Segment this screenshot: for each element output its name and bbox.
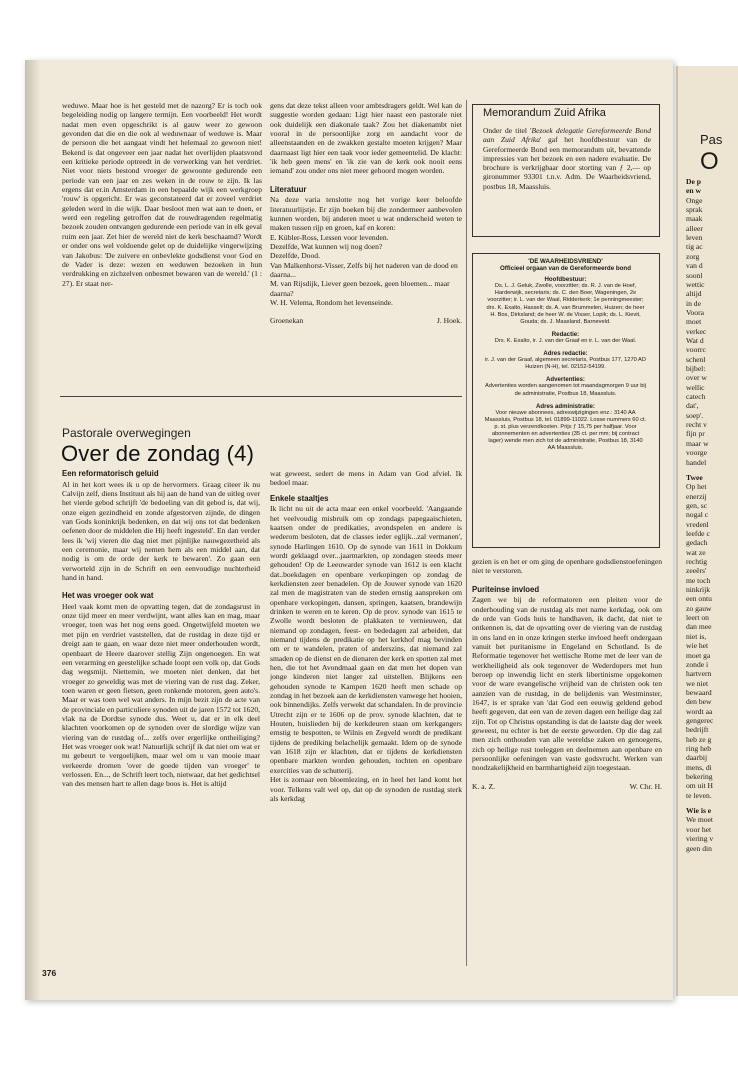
page-number: 376 xyxy=(42,968,57,978)
next-page-line: ninkrijk xyxy=(686,585,711,595)
masthead-text: ir. J. van der Graaf, algemeen secretaris, Postbus 177, 1270 AD Huizen (N-H), tel. 02152-54199. xyxy=(485,357,646,371)
next-page-line: nogal c xyxy=(686,510,709,520)
next-page-line: leven xyxy=(686,233,703,243)
masthead-text: Advertenties worden aangenomen tot maandagmorgen 9 uur bij de administratie, Postbus 18, Maassluis. xyxy=(485,383,646,397)
next-page-line: verkec xyxy=(686,326,707,336)
next-page-line: sprak xyxy=(686,205,703,215)
section-text: gezien is en het er om ging de openbare godsdienstoefeningen niet te verstoren. xyxy=(472,557,662,576)
next-page-fragment xyxy=(676,66,738,996)
next-page-line: schenl xyxy=(686,354,706,364)
next-page-line: Voora xyxy=(686,307,704,317)
next-page-line: we niet xyxy=(686,678,709,688)
next-page-line: soonl xyxy=(686,270,703,280)
section-text: Heel vaak komt men de opvatting tegen, dat de zondagsrust in onze tijd meer en meer verdwijnt, want alles kan en mag, maar vroeger, toen was het nog eens goed. Ongetwijfeld moeten we met pijn en verdriet vaststellen, dat de rustdag in deze tijd er dreigt aan te gaan, en waar deze niet meer onderhouden wordt, openbaart de Heere daarover stellig Zijn ongenoegen. En wat een verarming en geestelijke schade loopt een volk op, dat Gods dag wegsmijt. Niettemin, we moeten niet denken, dat het vroeger zo geweldig was met de viering van de rust dag. Zeker, toen waren er geen fietsen, geen ronkende motoren, geen auto's. Maar er was toen wel wat anders. In mijn bezit zijn de acte van de provinciale en particuliere synoden uit de jaren 1572 tot 1620, vlak na de Dordtse synode dus. Weet u, dat er in elk deel klachten voorkomen op de synoden over de slordige wijze van viering van de rustdag of... zelfs over ergerlijke ontheiliging? Het was vroeger ook wat! Natuurlijk schrijf ik dat niet om wat er nu gebeurt te vergoelijken, maar wel om u van mooie maar verkeerde dromen 'over de goede tijden van vroeger' te verlossen. En..., de Schrift leert toch, nietwaar, dat het gedichtsel van des mensen hart te allen dage boos is. Het is altijd xyxy=(62,601,261,789)
literatuur-list xyxy=(270,233,462,308)
next-page-line: voorrc xyxy=(686,345,706,355)
next-page-line: rechtig xyxy=(686,557,708,566)
next-page-line: Twee xyxy=(686,472,703,482)
section-divider xyxy=(60,396,462,397)
next-page-line: en w xyxy=(686,186,701,196)
next-page-line: me toch xyxy=(686,575,711,585)
next-page-line: zeeërs' xyxy=(686,566,707,576)
masthead-heading: Redactie: xyxy=(551,330,580,338)
main-article-column-3 xyxy=(472,557,662,791)
next-page-line: maak xyxy=(686,214,703,224)
signature-initials: K. a. Z. xyxy=(472,781,495,791)
literatuur-intro: Na deze varia tenslotte nog het vorige keer beloofde literatuurlijstje. Er zijn boeken bij die zondermeer aanbevolen kunnen worden, bij anderen moet u wat onderscheid weten te maken tussen rijp en groen, kaf en koren: xyxy=(270,195,462,233)
section-text: Zagen we bij de reformatoren een pleiten voor de onderhouding van de rustdag als met name kerkdag, ook om de orde van Gods huis te handhaven, ik dacht, dat niet te ontkennen is, dat de opvatting over de viering van de rustdag in ons land en in onze kringen sterke invloed heeft ondergaan vanuit het puritanisme in Engeland en Schotland. Is de Reformatie tegenover het wettische Rome met de leer van de werkheiligheid als ook tegenover de Wederdopers met hun beroep op inwendig licht en sterk libertinisme opgekomen voor de ware evangelische vrijheid van de christen ook ten aanzien van de rustdag, in de belijdenis van Westminster, 1647, is er sprake van 'dat God een eeuwig geldend gebod heeft gegeven, dat een van de zeven dagen een heilige dag zal zijn. Tot op Christus opstanding is dat de laatste dag der week geweest, nu echter is het de eerste geworden. Op die dag zal men zich onthouden van alle wereldse zaken en genoegens, zich op heilige rust toeleggen en deelnemen aan openbare en persoonlijke oefeningen van vaste godsvrucht. Werken van noodzakelijkheid en barmhartigheid zijn toegestaan. xyxy=(472,595,662,773)
next-page-line: Onge xyxy=(686,195,703,205)
top-article-column-1 xyxy=(62,101,262,288)
next-page-line: mens, di xyxy=(686,762,712,772)
next-page-line: daarbij xyxy=(686,753,708,763)
literatuur-item: E. Kübler-Ross, Lessen voor levenden. xyxy=(270,232,389,242)
literatuur-item: Dezelfde, Dood. xyxy=(270,251,320,261)
next-page-line: zorg xyxy=(686,251,700,261)
next-page-line: Wie is e xyxy=(686,806,712,816)
next-page-headline: O xyxy=(700,148,719,175)
next-page-line: ring heb xyxy=(686,744,712,753)
column-rule xyxy=(466,100,467,966)
next-page-line: van d xyxy=(686,261,703,271)
masthead-heading: Hoofdbestuur: xyxy=(544,276,587,284)
next-page-line: in de xyxy=(686,298,701,308)
top-article-text-1: weduwe. Maar hoe is het gesteld met de nazorg? Er is toch ook begeleiding nodig op langere termijn. Een voorbeeld! Het wordt nadat men even opgeschrikt is al gauw weer zo gewoon gevonden dat die en die ook al weduwnaar of weduwe is. Maar de persoon die het aangaat vindt het helemaal zo gewoon niet! Bekend is dat ongeveer een jaar nadat het overlijden plaatsvond een kritieke periode optreedt in de verwerking van het verdriet. Niet voor niets bestond vroeger de gewoonte gedurende een periode van een jaar en zes weken in de rouw te zijn. Ik las ergens dat er.in Amsterdam in een bepaalde wijk een werkgroep 'rouw' is opgericht. Er was geconstateerd dat er zoveel verdriet geleden werd in die wijk. Daar besloot men wat aan te doen, er werd een regeling getroffen dat de rouwdragenden regelmatig bezoek zouden ontvangen gedurende een periode van in elk geval ruim een jaar. Zet hier de wereld niet de kerk beschaamd? Wordt er onder ons wel voldoende gelet op de duidelijke vingerwijzing van Jakobus: 'De zuivere en onbevlekte godsdienst voor God en de Vader is deze: wezen en weduwen bezoeken in hun verdrukking en zichzelven onbesmet bewaren van de wereld.' (1 : 27). Er staat ner- xyxy=(62,101,262,288)
next-page-line: dan mee xyxy=(686,622,712,632)
masthead-heading: Advertenties: xyxy=(546,376,585,384)
article-kicker: Pastorale overwegingen xyxy=(62,426,191,440)
main-article-signature xyxy=(472,782,662,791)
memorandum-brochure-title: Bezoek delegatie Gereformeerde Bond aan Zuid Afrika xyxy=(483,126,651,145)
literatuur-heading: Literatuur xyxy=(270,184,307,194)
next-page-line: soep'. xyxy=(686,410,704,420)
next-page-line: leefde c xyxy=(686,528,710,538)
section-heading: Enkele staaltjes xyxy=(270,493,329,503)
next-page-line: recht v xyxy=(686,420,707,430)
signature-author: J. Hoek. xyxy=(436,316,462,326)
section-heading: Puriteinse invloed xyxy=(472,584,540,594)
section-text: Het is zomaar een bloemlezing, en in heel het land komt het voor. Telkens valt wel op, dat op de synoden de rustdag sterk als kerkdag xyxy=(270,775,462,803)
next-page-line: heb ze g xyxy=(686,734,712,744)
main-article-column-1 xyxy=(62,469,260,789)
next-page-line: voorge xyxy=(686,448,707,458)
next-page-line: vredenl xyxy=(686,519,709,529)
next-page-line: tig ac xyxy=(686,242,703,252)
next-page-line: bekering xyxy=(686,772,713,782)
next-page-line: voor het xyxy=(686,824,712,834)
page-binding-shadow xyxy=(25,60,41,1000)
next-page-line: alleer xyxy=(686,223,703,233)
next-page-line: leert on xyxy=(686,613,709,623)
literatuur-item: Van Malkenhorst-Visser, Zelfs bij het naderen van de dood en daarna... xyxy=(270,260,458,279)
next-page-line: bedrijft xyxy=(686,725,709,735)
main-article-column-2 xyxy=(270,469,462,803)
next-page-line: viering v xyxy=(686,834,714,844)
section-heading: Een reformatorisch geluid xyxy=(62,469,159,478)
next-page-line: wat ze xyxy=(686,547,706,557)
literatuur-item: M. van Rijsdijk, Liever geen bezoek, geen bloemen... maar daarna? xyxy=(270,279,450,298)
masthead-text: Drs. K. Exalto, ir. J. van der Graaf en ir. L. van der Waal. xyxy=(494,337,637,344)
next-page-line: zo gauw xyxy=(686,603,712,613)
section-text: Ik licht nu uit de acta maar een enkel voorbeeld. 'Aangaande het veelvoudig misbruik om op zondags papegaaischieten, kaatsen onder de predikaties, avondspelen en andere is wederom besloten, dat de classes ieder eglijk...zal vermanen', synode Harlingen 1610. Op de synode van 1611 in Dokkum wordt geklaagd over...jaarmarkten, op zondagen steeds meer gehouden! Op de Leeuwarder synode van 1612 is een klacht dat..boekdagen en openbare verkopingen op zondag de kerkdiensten zeer benadelen. Op de Jouwer synode van 1620 zal men de magistraten van de steden ernstig aanspreken om openbare verkopingen, dansen, springen, kaatsen, brandewijn drinken te weren en te keren. Op de prov. synode van 1615 te Zwolle wordt besloten de plakkaten te vernieuwen, dat niemand op zondagen, feest- en bededagen zal arbeiden, dat niemand tijdens de predikatie op het kerkhof mag bevinden om er te wandelen, praten of anderszins, dat niemand zal smaden op de dienst en de dienaren der kerk en spotten zal met hen, die tot het Avondmaal gaan en dat men het dopen van jonge kinderen niet langer zal uitstellen. Blijkens een gehouden synode te Kampen 1620 heeft men schade op zondag in het bezoek aan de kerkdiensten vanwege het hooien, ook binnendijks. Zelfs verwekt dat schandalen. In de provincie Utrecht zijn er te 1606 op de prov. synode klachten, dat te Houten, huislieden bij de kerkdeuren staan om kerkgangers ernstig te bespotten, te Wilnis en Zegveld wordt de predikant tijdens de prediking belachelijk gemaakt. Idem op de synode van 1618 zijn er klachten, dat er tijdens de kerkdiensten openbare markten worden gehouden, tochten en openbare exercities van de schutterij. xyxy=(270,504,462,775)
memorandum-text-pre: Onder de titel ' xyxy=(483,126,532,135)
next-page-line: over w xyxy=(686,373,707,383)
next-page-line: fijn pr xyxy=(686,429,705,439)
next-page-line: wellic xyxy=(686,382,705,392)
memorandum-text xyxy=(483,126,651,191)
next-page-line: bewaard xyxy=(686,687,712,697)
next-page-line: moet ga xyxy=(686,650,711,660)
next-page-line: handel xyxy=(686,457,707,467)
article-headline: Over de zondag (4) xyxy=(61,441,255,466)
next-page-line: wettic xyxy=(686,279,705,289)
next-page-kicker: Pas xyxy=(700,132,723,147)
top-article-text-2: gens dat deze tekst alleen voor ambtsdragers geldt. Wel kan de suggestie worden gedaan: Ligt hier naast een pastorale niet ook duidelijk een diakonale taak? Zou het diakenambt niet vooral in de persoonlijke zorg en aandacht voor de alleenstaanden en de zwakken gestalte moeten krijgen? Maar daarnaast ligt hier een taak voor ieder gemeentelid. De klacht: 'ik heb geen mens' en 'ik zie van de kerk ook nooit eens iemand' zou onder ons niet meer gehoord mogen worden. xyxy=(270,101,462,176)
top-article-column-2 xyxy=(270,101,462,326)
masthead-heading: Adres administratie: xyxy=(536,402,595,410)
masthead xyxy=(484,258,647,452)
top-article-signature xyxy=(270,316,462,325)
next-page-line: wordt aa xyxy=(686,706,713,716)
next-page-line: Op het xyxy=(686,482,707,492)
next-page-line: bijbel: xyxy=(686,364,706,373)
next-page-line: Wat d xyxy=(686,335,704,345)
next-page-line: We moet xyxy=(686,815,714,825)
section-text: wat geweest, sedert de mens in Adam van God afviel. Ik bedoel maar. xyxy=(270,469,462,488)
next-page-line: altijd xyxy=(686,289,702,299)
signature-author: W. Chr. H. xyxy=(629,781,662,791)
memorandum-text-post: ' gaf het hoofdbestuur van de Gereformeerde Bond een memorandum uit, bevattende impressies van het bezoek en een nadere evaluatie. De brochure is verkrijgbaar door storting van ƒ 2,— op gironummer 93301 t.n.v. Adm. De Waarheidsvriend, postbus 18, Maassluis. xyxy=(483,135,652,191)
next-page-line: catech xyxy=(686,392,706,402)
next-page-line: maar w xyxy=(686,438,709,448)
next-page-line: gen, sc xyxy=(686,500,708,510)
next-page-line: te leven. xyxy=(686,790,712,800)
masthead-subtitle: Officieel orgaan van de Gereformeerde bond xyxy=(499,265,631,273)
next-page-line: De p xyxy=(686,177,701,186)
next-page-line: wie het xyxy=(686,641,709,651)
next-page-line: hartvern xyxy=(686,669,712,679)
next-page-line: een ontu xyxy=(686,594,712,604)
next-page-line: niet is, xyxy=(686,631,707,641)
literatuur-item: Dezelfde, Wat kunnen wij nog doen? xyxy=(270,241,383,251)
next-page-line: geen din xyxy=(686,843,712,853)
next-page-line: gedach xyxy=(686,538,708,548)
memorandum-title: Memorandum Zuid Afrika xyxy=(483,107,606,119)
literatuur-item: W. H. Velema, Rondom het levenseinde. xyxy=(270,298,393,308)
next-page-line: enerzij xyxy=(686,491,707,501)
masthead-title: 'DE WAARHEIDSVRIEND' xyxy=(528,258,603,265)
next-page-line: om uit H xyxy=(686,781,714,791)
section-heading: Het was vroeger ook wat xyxy=(62,591,154,601)
next-page-line: zonde i xyxy=(686,659,709,669)
next-page-line: moet xyxy=(686,317,702,327)
next-page-line: gengerec xyxy=(686,715,714,725)
signature-place: Groenekan xyxy=(270,316,304,326)
masthead-text: Voor nieuwe abonnees, adreswijzigingen enz.: 3140 AA Maassluis, Postbus 18, tel. 01899-11022. Losse nummers 60 ct. p. st. plus verzendkosten. Prijs ƒ 15,75 per halfjaar. Voor abonnementen en advertenties (35 ct. per mm; bij contract lager) wende men zich tot de administratie, Postbus 18, 3140 AA Maassluis. xyxy=(484,409,647,452)
section-text: Al in het kort wees ik u op de hervormers. Graag citeer ik nu Calvijn zelf, diens Instituut als hij aan de hand van de uitleg over het vierde gebod schrijft 'de bedoeling van dit gebod is, dat wij, onze eigen gezindheid en zonde afgestorven zijnde, de dingen van Gods koninkrijk bedenken, en dat wij ons tot dat bedenken oefenen door de middelen die Hij heeft ingesteld'. En dan verder lees ik 'wij vieren die dag niet met pijnlijke nauwgezetheid als een ceremonie, maar wij nemen hem als een middel aan, dat nodig is om de orde der kerk te bewaren'. Zo gaan een verworteld zijn in de Schrift en een eenvoudige nuchterheid hand in hand. xyxy=(62,479,260,582)
next-page-line: dat', xyxy=(686,401,699,411)
masthead-heading: Adres redactie: xyxy=(543,350,588,358)
masthead-text: Ds. L. J. Geluk, Zwolle, voorzitter; ds. R. J. van de Hoef, Harderwijk, secretaris; ds. C. den Boer, Wageningen, 2e voorzitter; ir. L. van der Waal, Ridderkerk; 1e penningmeester; drs. K. Exalto, Hasselt; ds. A. van Brummelen, Huizen; de heer H. Bos, Dirksland; de heer W. de Visser, Lopik; ds. L. Kievit, Gouda; ds. J. Maasland, Barneveld. xyxy=(486,283,645,325)
next-page-line: den bew xyxy=(686,697,712,707)
